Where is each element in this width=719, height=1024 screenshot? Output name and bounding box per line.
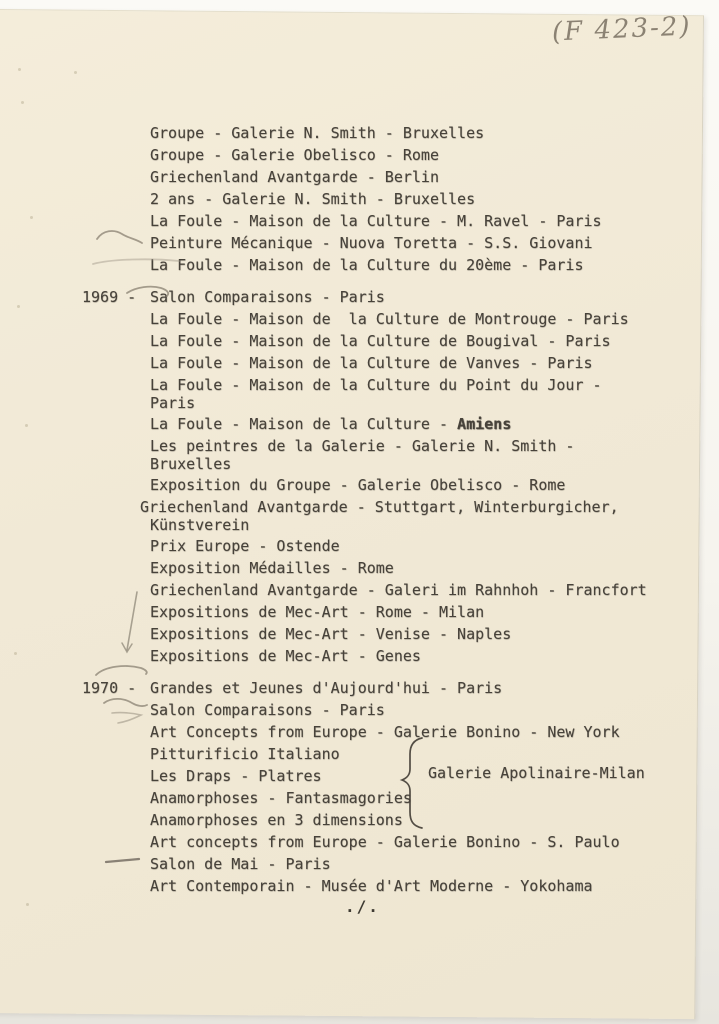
exhibition-entry	[0, 122, 719, 144]
entry-line: Grandes et Jeunes d'Aujourd'hui - Paris	[150, 679, 503, 697]
entry-line: La Foule - Maison de la Culture de Vanves - Paris	[150, 354, 593, 372]
entry-line-continuation: Künstverein	[150, 516, 250, 534]
exhibition-entry	[0, 809, 719, 831]
exhibition-entry	[0, 677, 719, 699]
entry-line: Pitturificio Italiano	[150, 745, 340, 763]
entry-line: La Foule - Maison de la Culture de Bougival - Paris	[150, 332, 611, 350]
entry-line: La Foule - Maison de la Culture du Point du Jour -	[150, 376, 602, 394]
entry-line: Exposition du Groupe - Galerie Obelisco - Rome	[150, 476, 566, 494]
exhibition-entry	[0, 413, 719, 435]
bold-text: Amiens	[457, 415, 512, 433]
exhibition-entry	[0, 787, 719, 809]
entry-line: La Foule - Maison de la Culture de Montrouge - Paris	[150, 310, 629, 328]
exhibition-entry	[0, 721, 719, 743]
exhibition-entry	[0, 188, 719, 210]
exhibition-entry	[0, 699, 719, 721]
exhibition-entry	[0, 743, 719, 765]
entry-line: Salon Comparaisons - Paris	[150, 701, 385, 719]
exhibition-entry	[0, 831, 719, 853]
exhibition-entry	[0, 144, 719, 166]
exhibition-entry	[0, 374, 719, 413]
exhibition-entry	[0, 601, 719, 623]
entry-line: Peinture Mécanique - Nuova Toretta - S.S. Giovani	[150, 234, 593, 252]
year-label: 1969 -	[82, 288, 137, 306]
exhibition-entry	[0, 535, 719, 557]
entry-line: La Foule - Maison de la Culture du 20ème - Paris	[150, 256, 584, 274]
year-label: 1970 -	[82, 679, 137, 697]
entry-line: Exposition Médailles - Rome	[150, 559, 394, 577]
entry-line-continuation: Bruxelles	[150, 455, 232, 473]
exhibition-entry	[0, 210, 719, 232]
entry-line: Salon de Mai - Paris	[150, 855, 331, 873]
entry-line: Anamorphoses - Fantasmagories	[150, 789, 412, 807]
entry-line: Art Concepts from Europe - Galerie Bonino - New York	[150, 723, 620, 741]
exhibition-entry	[0, 435, 719, 474]
entry-line: Prix Europe - Ostende	[150, 537, 340, 555]
exhibition-entry	[0, 496, 719, 535]
entry-line: Groupe - Galerie Obelisco - Rome	[150, 146, 439, 164]
entry-line: Les peintres de la Galerie - Galerie N. Smith -	[150, 437, 575, 455]
entry-line: Salon Comparaisons - Paris	[150, 288, 385, 306]
exhibition-entry	[0, 166, 719, 188]
entry-line: Art concepts from Europe - Galerie Bonino - S. Paulo	[150, 833, 620, 851]
entry-line: La Foule - Maison de la Culture - Amiens	[150, 415, 512, 433]
entry-line: Griechenland Avantgarde - Berlin	[150, 168, 439, 186]
entry-line: Les Draps - Platres	[150, 767, 322, 785]
exhibition-entry	[0, 286, 719, 308]
exhibition-entry	[0, 352, 719, 374]
entry-line: Griechenland Avantgarde - Galeri im Rahnhoh - Francfort	[150, 581, 647, 599]
exhibition-entry	[0, 308, 719, 330]
exhibition-entry	[0, 474, 719, 496]
exhibition-entry	[0, 579, 719, 601]
exhibition-entry	[0, 853, 719, 875]
entry-line: Groupe - Galerie N. Smith - Bruxelles	[150, 124, 485, 142]
exhibition-entry	[0, 645, 719, 667]
brace-label: Galerie Apolinaire-Milan	[428, 764, 645, 782]
exhibition-entry	[0, 254, 719, 276]
entry-line: Art Contemporain - Musée d'Art Moderne - Yokohama	[150, 877, 593, 895]
entry-line: Expositions de Mec-Art - Rome - Milan	[150, 603, 485, 621]
entry-line: Expositions de Mec-Art - Venise - Naples	[150, 625, 512, 643]
entry-line: La Foule - Maison de la Culture - M. Ravel - Paris	[150, 212, 602, 230]
entry-line: Expositions de Mec-Art - Genes	[150, 647, 421, 665]
exhibition-entry	[0, 330, 719, 352]
exhibition-entry	[0, 623, 719, 645]
exhibition-entry	[0, 875, 719, 897]
exhibition-entry	[0, 232, 719, 254]
continuation-mark: ./.	[345, 897, 380, 916]
entry-line-continuation: Paris	[150, 394, 196, 412]
entry-line: 2 ans - Galerie N. Smith - Bruxelles	[150, 190, 476, 208]
entry-line: Griechenland Avantgarde - Stuttgart, Winterburgicher,	[140, 498, 619, 516]
entry-line: Anamorphoses en 3 dimensions	[150, 811, 403, 829]
handwritten-reference: (F 423-2)	[551, 11, 693, 48]
exhibition-entry	[0, 557, 719, 579]
